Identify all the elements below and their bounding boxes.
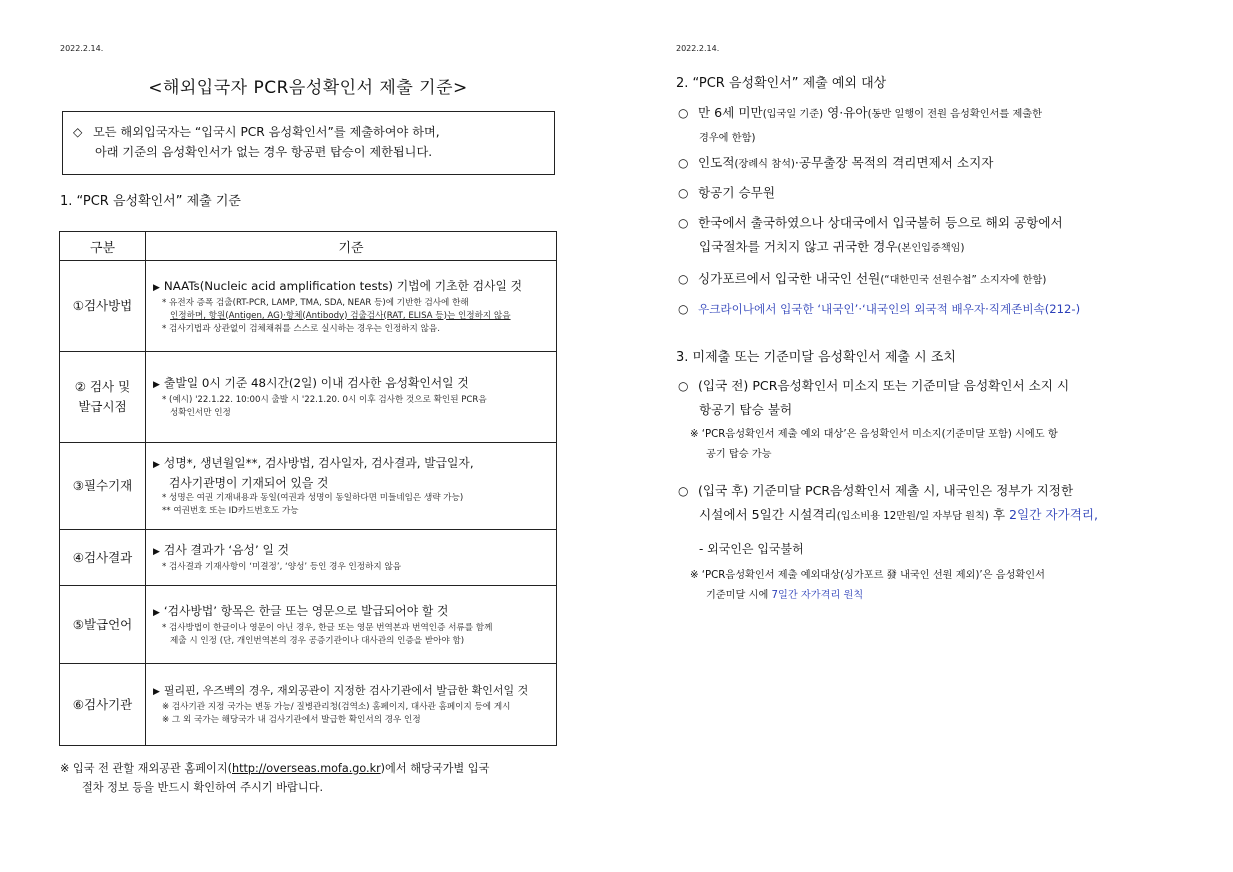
- section1-heading: 1. “PCR 음성확인서” 제출 기준: [60, 194, 241, 209]
- circle-bullet-icon: ○: [678, 272, 689, 286]
- row-main: ▶ ‘검사방법’ 항목은 한글 또는 영문으로 발급되어야 할 것: [153, 603, 449, 618]
- row-main: 검사기관명이 기재되어 있을 것: [169, 476, 329, 490]
- row-category: ② 검사 및 발급시점: [60, 352, 146, 443]
- section3-heading: 3. 미제출 또는 기준미달 음성확인서 제출 시 조치: [676, 350, 956, 365]
- exception-item: ○ 만 6세 미만(입국일 기준) 영·유아(동반 일행이 전원 음성확인서를 제출한 경우에 한함): [678, 101, 1188, 151]
- table-row: [60, 443, 557, 530]
- exception-item: ○ 싱가포르에서 입국한 내국인 선원(“대한민국 선원수첩” 소지자에 한함): [678, 267, 1188, 293]
- row-note: 성확인서만 인정: [170, 408, 231, 418]
- table-row: [60, 586, 557, 664]
- row-note: * 유전자 증폭 검출(RT-PCR, LAMP, TMA, SDA, NEAR 등)에 기반한 검사에 한해: [162, 297, 469, 308]
- row-category: ⑥검사기관: [60, 664, 146, 746]
- row-main: ▶ 필리핀, 우즈벡의 경우, 재외공관이 지정한 검사기관에서 발급한 확인서일 것: [153, 684, 529, 697]
- arrow-icon: ▶: [153, 607, 160, 618]
- header-criteria: 기준: [146, 232, 557, 261]
- measure-item: ○ (입국 후) 기준미달 PCR음성확인서 제출 시, 내국인은 정부가 지정한 시설에서 5일간 시설격리(입소비용 12만원/일 자부담 원칙) 후 2일간 자가격리, - 외국인은 입국불허: [678, 479, 1188, 561]
- row-note: * 성명은 여권 기재내용과 동일(여권과 성명이 동일하다면 미들네임은 생략 가능): [162, 493, 464, 503]
- notice-line-2: 아래 기준의 음성확인서가 없는 경우 항공편 탑승이 제한됩니다.: [95, 145, 433, 159]
- mofa-link[interactable]: http://overseas.mofa.go.kr: [232, 762, 381, 775]
- circle-bullet-icon: ○: [678, 302, 689, 316]
- circle-bullet-icon: ○: [678, 156, 689, 170]
- row-main: ▶ 성명*, 생년월일**, 검사방법, 검사일자, 검사결과, 발급일자,: [153, 456, 474, 470]
- note-item: ※ ‘PCR음성확인서 제출 예외 대상’은 음성확인서 미소지(기준미달 포함) 시에도 항 공기 탑승 가능: [690, 429, 1058, 460]
- left-page: [0, 0, 616, 872]
- table-row: [60, 352, 557, 443]
- note-item: ※ ‘PCR음성확인서 제출 예외대상(싱가포르 發 내국인 선원 제외)’은 음성확인서 기준미달 시에 7일간 자가격리 원칙: [690, 570, 1045, 601]
- row-category: ③필수기재: [60, 443, 146, 530]
- row-main: ▶ NAATs(Nucleic acid amplification tests) 기법에 기초한 검사일 것: [153, 278, 522, 293]
- notice-box: [62, 111, 555, 175]
- page-date: 2022.2.14.: [60, 44, 104, 53]
- diamond-icon: ◇: [73, 125, 83, 139]
- circle-bullet-icon: ○: [678, 106, 689, 120]
- measure-item: ○ (입국 전) PCR음성확인서 미소지 또는 기준미달 음성확인서 소지 시 항공기 탑승 불허: [678, 374, 1188, 422]
- row-note: * (예시) '22.1.22. 10:00시 출발 시 '22.1.20. 0시 이후 검사한 것으로 확인된 PCR음: [162, 395, 487, 405]
- table-row: [60, 664, 557, 746]
- arrow-icon: ▶: [153, 687, 160, 697]
- row-note: * 검사결과 기재사항이 ‘미결정’, ‘양성’ 등인 경우 인정하지 않음: [162, 562, 402, 572]
- exception-item: ○ 우크라이나에서 입국한 ‘내국인’·‘내국인의 외국적 배우자·직계존비속(212-): [678, 297, 1188, 321]
- arrow-icon: ▶: [153, 380, 160, 390]
- circle-bullet-icon: ○: [678, 379, 689, 393]
- row-note: 인정하며, 항원(Antigen, AG)·항체(Antibody) 검출검사(RAT, ELISA 등)는 인정하지 않음: [170, 310, 511, 321]
- row-note: * 검사방법이 한글이나 영문이 아닌 경우, 한글 또는 영문 번역본과 번역인증 서류를 함께: [162, 622, 493, 633]
- footnote: ※ 입국 전 관할 재외공관 홈페이지(http://overseas.mofa.go.kr)에서 해당국가별 입국 절차 정보 등을 반드시 확인하여 주시기 바랍니다.: [60, 762, 490, 794]
- notice-line-1: ◇ 모든 해외입국자는 “입국시 PCR 음성확인서”를 제출하여야 하며,: [73, 122, 546, 142]
- row-category: ④검사결과: [60, 530, 146, 586]
- row-main: ▶ 출발일 0시 기준 48시간(2일) 이내 검사한 음성확인서일 것: [153, 376, 469, 390]
- arrow-icon: ▶: [153, 460, 160, 470]
- circle-bullet-icon: ○: [678, 484, 689, 498]
- circle-bullet-icon: ○: [678, 186, 689, 200]
- exception-item: ○ 인도적(장례식 참석)·공무출장 목적의 격리면제서 소지자: [678, 151, 1188, 177]
- row-category: ⑤발급언어: [60, 586, 146, 664]
- section2-heading: 2. “PCR 음성확인서” 제출 예외 대상: [676, 76, 887, 91]
- header-category: 구분: [60, 232, 146, 261]
- table-row: [60, 261, 557, 352]
- row-category: ①검사방법: [60, 261, 146, 352]
- row-note: * 검사기법과 상관없이 검체채취를 스스로 실시하는 경우는 인정하지 않음.: [162, 323, 440, 334]
- criteria-table: [59, 231, 557, 746]
- exception-item: ○ 한국에서 출국하였으나 상대국에서 입국불허 등으로 해외 공항에서 입국절차를 거치지 않고 귀국한 경우(본인입증책임): [678, 211, 1188, 261]
- row-note: ※ 그 외 국가는 해당국가 내 검사기관에서 발급한 확인서의 경우 인정: [162, 715, 421, 725]
- arrow-icon: ▶: [153, 547, 160, 557]
- exception-item: ○ 항공기 승무원: [678, 181, 1188, 205]
- table-row: [60, 530, 557, 586]
- row-note: ** 여권번호 또는 ID카드번호도 가능: [162, 506, 299, 516]
- arrow-icon: ▶: [153, 282, 160, 293]
- row-main: ▶ 검사 결과가 ‘음성’ 일 것: [153, 543, 289, 557]
- row-note: 제출 시 인정 (단, 개인번역본의 경우 공증기관이나 대사관의 인증을 받아야 함): [170, 635, 465, 646]
- row-note: ※ 검사기관 지정 국가는 변동 가능/ 질병관리청(검역소) 홈페이지, 대사관 홈페이지 등에 게시: [162, 702, 511, 712]
- page-date: 2022.2.14.: [676, 44, 720, 53]
- circle-bullet-icon: ○: [678, 216, 689, 230]
- page-title: <해외입국자 PCR음성확인서 제출 기준>: [148, 78, 468, 98]
- table-header-row: [60, 232, 557, 261]
